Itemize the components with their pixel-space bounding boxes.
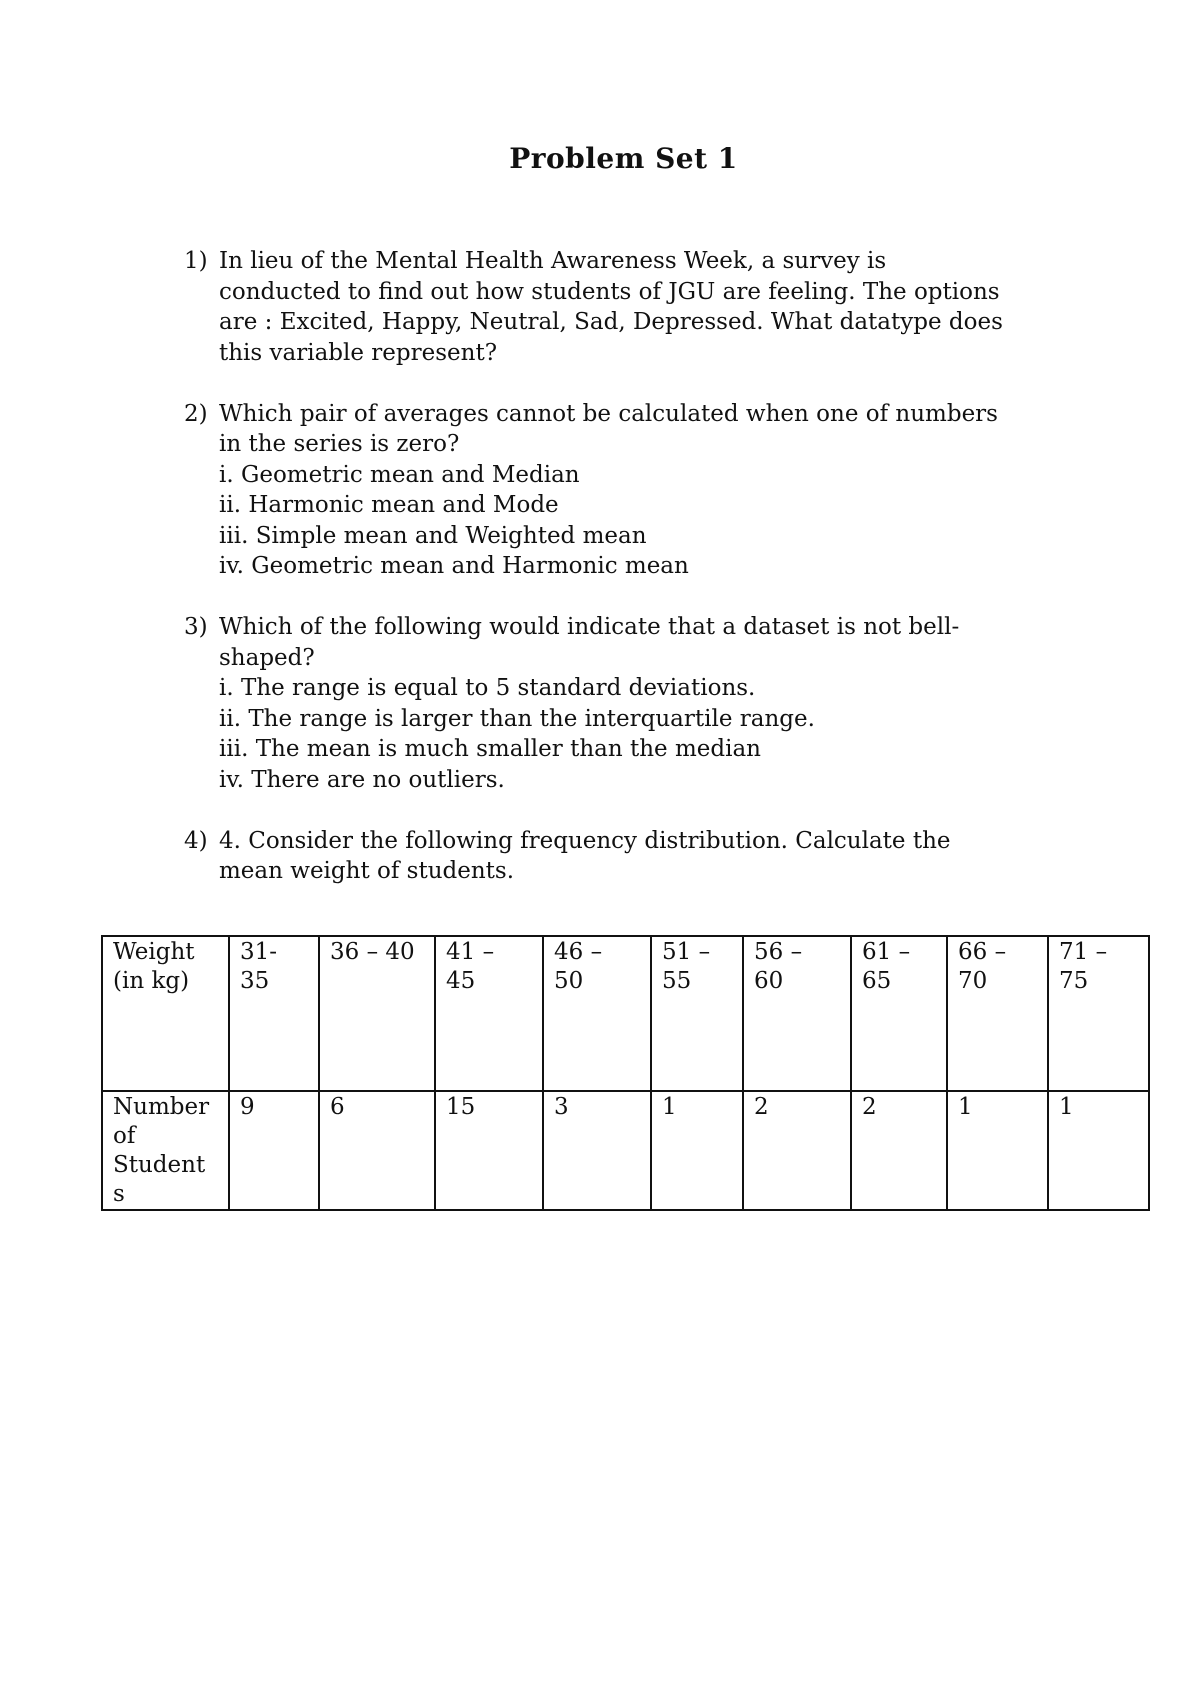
question-number: 1) [184,248,208,274]
student-count-cell: 15 [435,1091,543,1210]
answer-option: iii. Simple mean and Weighted mean [219,522,647,549]
question-line: are : Excited, Happy, Neutral, Sad, Depressed. What datatype does [219,309,1003,335]
student-count-cell: 3 [543,1091,651,1210]
weight-class-cell: 71 – 75 [1048,936,1149,1091]
question-list [184,246,1064,917]
student-count-cell: 9 [229,1091,319,1210]
answer-option: iv. Geometric mean and Harmonic mean [219,553,689,579]
question-line: Which pair of averages cannot be calculated when one of numbers [219,400,998,427]
weight-class-cell: 56 – 60 [743,936,851,1091]
frequency-table [101,935,1150,1211]
weight-class-cell: 41 – 45 [435,936,543,1091]
question-2 [184,399,1064,582]
answer-option: i. Geometric mean and Median [219,461,580,488]
question-line: In lieu of the Mental Health Awareness Week, a survey is [219,248,887,274]
question-4 [184,826,1064,887]
weight-class-cell: 46 – 50 [543,936,651,1091]
answer-option: iv. There are no outliers. [219,766,505,793]
question-number: 3) [184,614,208,640]
student-count-cell: 1 [1048,1091,1149,1210]
row-header-weight: Weight (in kg) [102,936,229,1091]
question-line: Which of the following would indicate that a dataset is not bell- [219,614,960,640]
weight-class-cell: 66 – 70 [947,936,1048,1091]
student-count-cell: 6 [319,1091,435,1210]
student-count-cell: 1 [947,1091,1048,1210]
weight-class-cell: 31- 35 [229,936,319,1091]
question-line: this variable represent? [219,339,498,366]
answer-option: iii. The mean is much smaller than the median [219,736,761,762]
question-1 [184,246,1064,368]
weight-row [102,936,1149,1091]
student-count-cell: 2 [851,1091,947,1210]
question-line: in the series is zero? [219,431,460,457]
answer-option: i. The range is equal to 5 standard deviations. [219,675,756,701]
answer-option: ii. Harmonic mean and Mode [219,492,559,518]
question-line: mean weight of students. [219,858,515,884]
student-count-cell: 2 [743,1091,851,1210]
question-line: shaped? [219,644,315,671]
answer-option: ii. The range is larger than the interquartile range. [219,705,815,732]
page-title: Problem Set 1 [509,142,738,175]
question-line: 4. Consider the following frequency distribution. Calculate the [219,827,951,854]
row-header-students: Number of Student s [102,1091,229,1210]
question-number: 2) [184,400,208,427]
question-line: conducted to find out how students of JGU are feeling. The options [219,278,1000,305]
question-3 [184,612,1064,795]
question-number: 4) [184,827,208,854]
student-count-row [102,1091,1149,1210]
weight-class-cell: 51 – 55 [651,936,743,1091]
student-count-cell: 1 [651,1091,743,1210]
weight-class-cell: 61 – 65 [851,936,947,1091]
weight-class-cell: 36 – 40 [319,936,435,1091]
